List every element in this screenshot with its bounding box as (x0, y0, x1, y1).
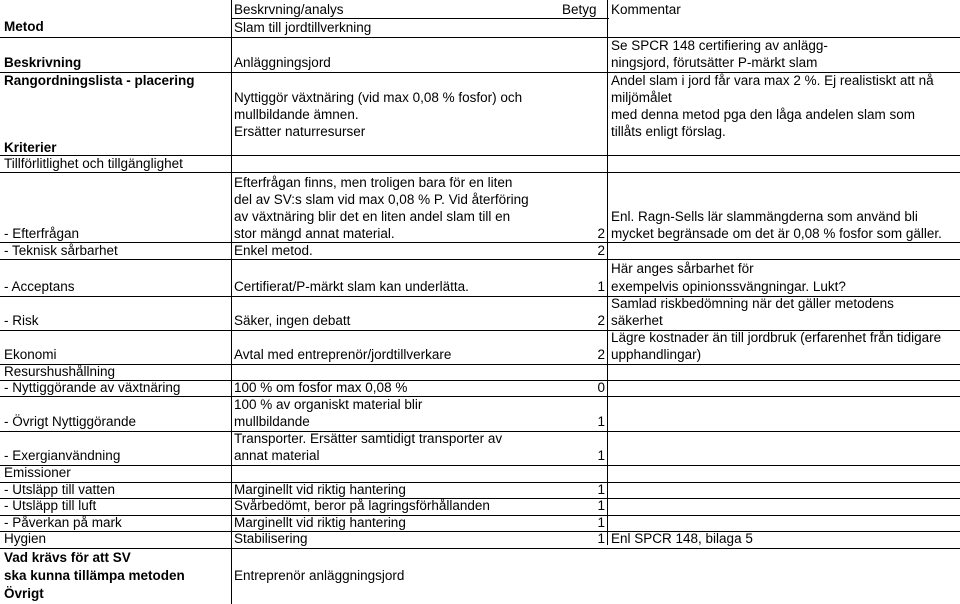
grid-line (231, 18, 609, 19)
nutrient-grade: 0 (597, 380, 605, 395)
air-grade: 1 (597, 498, 605, 513)
tech-value: Enkel metod. (234, 243, 313, 258)
grid-line (0, 396, 960, 397)
description-label: Beskrivning (4, 55, 82, 70)
other-use-grade: 1 (597, 414, 605, 429)
demand-label: - Efterfrågan (4, 226, 80, 241)
risk-label: - Risk (4, 313, 39, 328)
economy-comment: Lägre kostnader än till jordbruk (erfarenhet från tidigare (611, 330, 942, 345)
description-value: Anläggningsjord (234, 55, 331, 70)
hygiene-comment: Enl SPCR 148, bilaga 5 (611, 531, 753, 546)
hygiene-value: Stabilisering (234, 531, 308, 546)
requirements-value: Entreprenör anläggningsjord (234, 568, 405, 583)
water-value: Marginellt vid riktig hantering (234, 482, 406, 497)
ranking-label: Rangordningslista - placering (4, 73, 195, 88)
grid-line (0, 172, 960, 173)
other-use-text: 100 % av organiskt material blir (234, 397, 423, 412)
nutrient-label: - Nyttiggörande av växtnäring (4, 380, 181, 395)
demand-text: del av SV:s slam vid max 0,08 % P. Vid återföring (234, 192, 529, 207)
requirements-label: ska kunna tillämpa metoden (4, 568, 185, 583)
acceptance-comment: Här anges sårbarhet för (611, 261, 754, 276)
acceptance-value: Certifierat/P-märkt slam kan underlätta. (234, 279, 469, 294)
grid-line (0, 482, 960, 483)
hygiene-label: Hygien (4, 531, 47, 546)
demand-text: Efterfrågan finns, men troligen bara för en liten (234, 175, 513, 190)
tech-grade: 2 (597, 243, 605, 258)
hygiene-grade: 1 (597, 531, 605, 546)
exergy-text: annat material (234, 448, 320, 463)
grid-line (231, 0, 232, 604)
risk-value: Säker, ingen debatt (234, 313, 351, 328)
risk-grade: 2 (597, 313, 605, 328)
ranking-text: Nyttiggör växtnäring (vid max 0,08 % fosfor) och (234, 90, 523, 105)
demand-text: stor mängd annat material. (234, 226, 395, 241)
ranking-comment: miljömålet (611, 90, 672, 105)
nutrient-value: 100 % om fosfor max 0,08 % (234, 380, 408, 395)
grid-line (0, 531, 960, 532)
grid-line (0, 515, 960, 516)
method-name: Slam till jordtillverkning (234, 20, 372, 35)
ranking-comment: med denna metod pga den låga andelen slam som (611, 107, 915, 122)
demand-text: av växtnäring blir det en liten andel slam till en (234, 209, 511, 224)
other-use-text: mullbildande (234, 414, 310, 429)
soil-value: Marginellt vid riktig hantering (234, 515, 406, 530)
grid-line (0, 364, 960, 365)
acceptance-grade: 1 (597, 279, 605, 294)
column-header-analysis: Beskrvning/analys (234, 2, 344, 17)
soil-grade: 1 (597, 515, 605, 530)
air-value: Svårbedömt, beror på lagringsförhållanden (234, 498, 490, 513)
description-comment: ningsjord, förutsätter P-märkt slam (611, 55, 818, 70)
column-header-comment: Kommentar (611, 2, 681, 17)
exergy-label: - Exergianvändning (4, 448, 121, 463)
ranking-comment: tillåts enligt förslag. (611, 124, 726, 139)
soil-label: - Påverkan på mark (4, 515, 122, 530)
section-resources: Resurshushållning (4, 364, 116, 379)
section-emissions: Emissioner (4, 465, 71, 480)
tech-label: - Teknisk sårbarhet (4, 243, 118, 258)
acceptance-comment: exempelvis opinionssvängningar. Lukt? (611, 279, 846, 294)
section-criteria: Kriterier (4, 140, 57, 155)
risk-comment: Samlad riskbedömning när det gäller metodens (611, 296, 894, 311)
demand-comment: Enl. Ragn-Sells lär slammängderna som använd bli (611, 209, 918, 224)
column-header-grade: Betyg (562, 2, 597, 17)
exergy-text: Transporter. Ersätter samtidigt transporter av (234, 431, 503, 446)
air-label: - Utsläpp till luft (4, 498, 97, 513)
other-label: Övrigt (4, 586, 44, 601)
metod-label: Metod (4, 19, 44, 34)
grid-line (0, 242, 960, 243)
economy-grade: 2 (597, 347, 605, 362)
economy-value: Avtal med entreprenör/jordtillverkare (234, 347, 452, 362)
risk-comment: säkerhet (611, 313, 663, 328)
grid-line (0, 465, 960, 466)
economy-comment: upphandlingar) (611, 347, 702, 362)
water-label: - Utsläpp till vatten (4, 482, 116, 497)
economy-label: Ekonomi (4, 347, 57, 362)
acceptance-label: - Acceptans (4, 279, 75, 294)
section-reliability: Tillförlitlighet och tillgänglighet (4, 156, 183, 171)
ranking-text: mullbildande ämnen. (234, 107, 359, 122)
other-use-label: - Övrigt Nyttiggörande (4, 414, 137, 429)
water-grade: 1 (597, 482, 605, 497)
grid-line (607, 0, 608, 545)
demand-grade: 2 (597, 226, 605, 241)
ranking-text: Ersätter naturresurser (234, 124, 366, 139)
ranking-comment: Andel slam i jord får vara max 2 %. Ej realistiskt att nå (611, 73, 934, 88)
description-comment: Se SPCR 148 certifiering av anlägg- (611, 38, 828, 53)
requirements-label: Vad krävs för att SV (4, 550, 131, 565)
grid-line (0, 259, 960, 260)
exergy-grade: 1 (597, 448, 605, 463)
grid-line (0, 548, 960, 549)
demand-comment: mycket begränsade om det är 0,08 % fosfor som gäller. (611, 226, 942, 241)
